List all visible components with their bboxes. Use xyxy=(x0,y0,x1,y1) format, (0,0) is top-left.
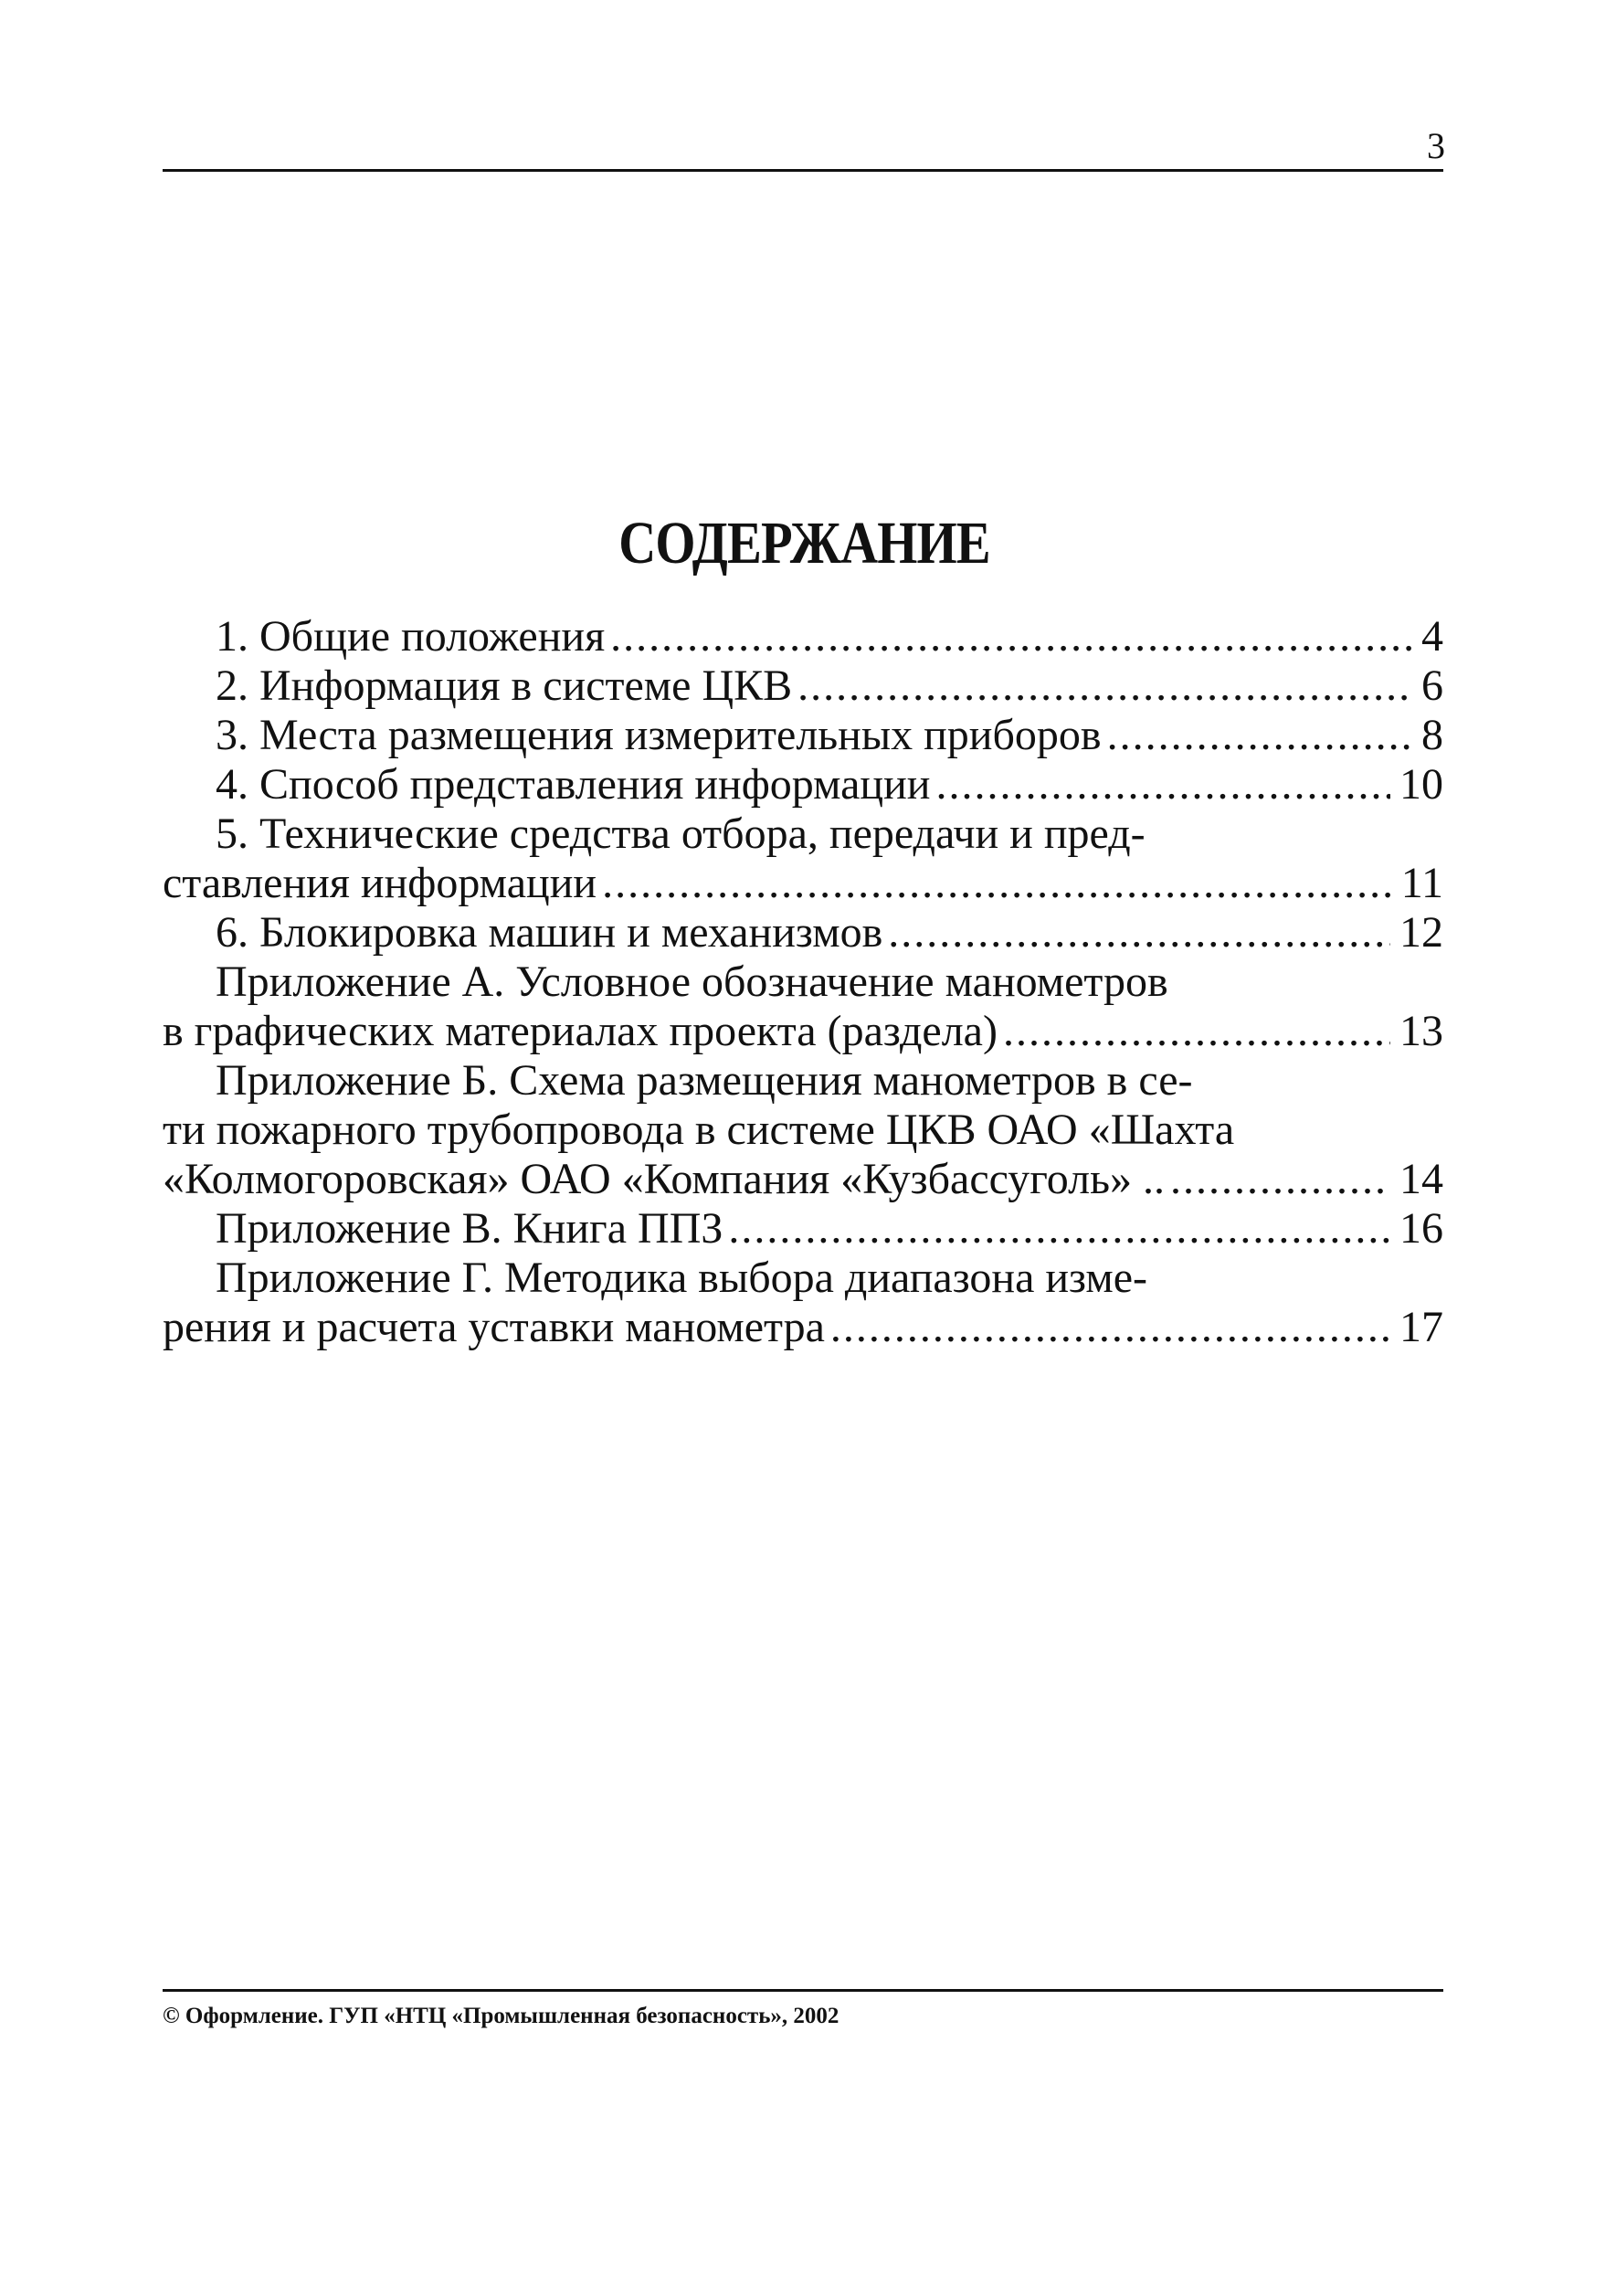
toc-entry-title: «Колмогоровская» ОАО «Компания «Кузбассуголь» .. xyxy=(163,1155,1165,1203)
toc-entry[interactable] xyxy=(163,760,1443,809)
toc-leader-dots xyxy=(728,1204,1390,1254)
toc-entry[interactable] xyxy=(163,661,1443,711)
toc-entry[interactable] xyxy=(163,1056,1443,1204)
toc-entry[interactable] xyxy=(163,612,1443,661)
toc-leader-dots xyxy=(888,908,1390,958)
toc-entry-title: Приложение В. Книга ППЗ xyxy=(216,1204,723,1253)
toc-page-number: 16 xyxy=(1399,1204,1443,1253)
toc-page-number: 8 xyxy=(1421,711,1443,759)
toc-entry[interactable] xyxy=(163,958,1443,1056)
toc-entry-title-line: 5. Технические средства отбора, передачи и пред- xyxy=(216,809,1146,858)
toc-entry-title: ставления информации xyxy=(163,859,597,907)
toc-entry-title-line: Приложение Б. Схема размещения манометров в се- xyxy=(216,1056,1193,1105)
toc-leader-dots xyxy=(1107,711,1412,760)
toc-leader-dots xyxy=(1170,1155,1390,1204)
toc-entry-title-line: Приложение Г. Методика выбора диапазона изме- xyxy=(216,1254,1147,1302)
toc-entry-title: в графических материалах проекта (раздела) xyxy=(163,1007,998,1055)
toc-page-number: 10 xyxy=(1399,760,1443,809)
toc-leader-dots xyxy=(610,612,1412,661)
toc-entry-title: 4. Способ представления информации xyxy=(216,760,931,809)
toc-page-number: 11 xyxy=(1400,859,1443,907)
toc-page-number: 14 xyxy=(1399,1155,1443,1203)
toc-page-number: 13 xyxy=(1399,1007,1443,1055)
copyright-footer: © Оформление. ГУП «НТЦ «Промышленная безопасность», 2002 xyxy=(163,2004,839,2028)
toc-leader-dots xyxy=(797,661,1412,711)
header-rule xyxy=(163,169,1443,172)
toc-entry-title-line: ти пожарного трубопровода в системе ЦКВ ОАО «Шахта xyxy=(163,1106,1235,1154)
toc-entry[interactable] xyxy=(163,1254,1443,1352)
toc-entry-title: 1. Общие положения xyxy=(216,612,606,661)
toc-entry-title: рения и расчета уставки манометра xyxy=(163,1303,825,1351)
table-of-contents xyxy=(163,612,1443,1352)
toc-page-number: 12 xyxy=(1399,908,1443,957)
toc-entry[interactable] xyxy=(163,711,1443,760)
toc-entry-title: 6. Блокировка машин и механизмов xyxy=(216,908,883,957)
page-number: 3 xyxy=(1427,125,1445,166)
toc-page-number: 17 xyxy=(1399,1303,1443,1351)
toc-entry[interactable] xyxy=(163,908,1443,958)
toc-leader-dots xyxy=(1003,1007,1390,1056)
toc-entry-title: 3. Места размещения измерительных приборов xyxy=(216,711,1102,759)
toc-page-number: 4 xyxy=(1421,612,1443,661)
toc-leader-dots xyxy=(935,760,1390,809)
toc-page-number: 6 xyxy=(1421,661,1443,710)
toc-entry[interactable] xyxy=(163,809,1443,908)
page-title: СОДЕРЖАНИЕ xyxy=(618,510,990,577)
footer-rule xyxy=(163,1989,1443,1992)
toc-entry-title-line: Приложение А. Условное обозначение манометров xyxy=(216,958,1168,1006)
toc-leader-dots xyxy=(602,859,1392,908)
toc-entry-title: 2. Информация в системе ЦКВ xyxy=(216,661,793,710)
toc-leader-dots xyxy=(830,1303,1390,1352)
toc-entry[interactable] xyxy=(163,1204,1443,1254)
